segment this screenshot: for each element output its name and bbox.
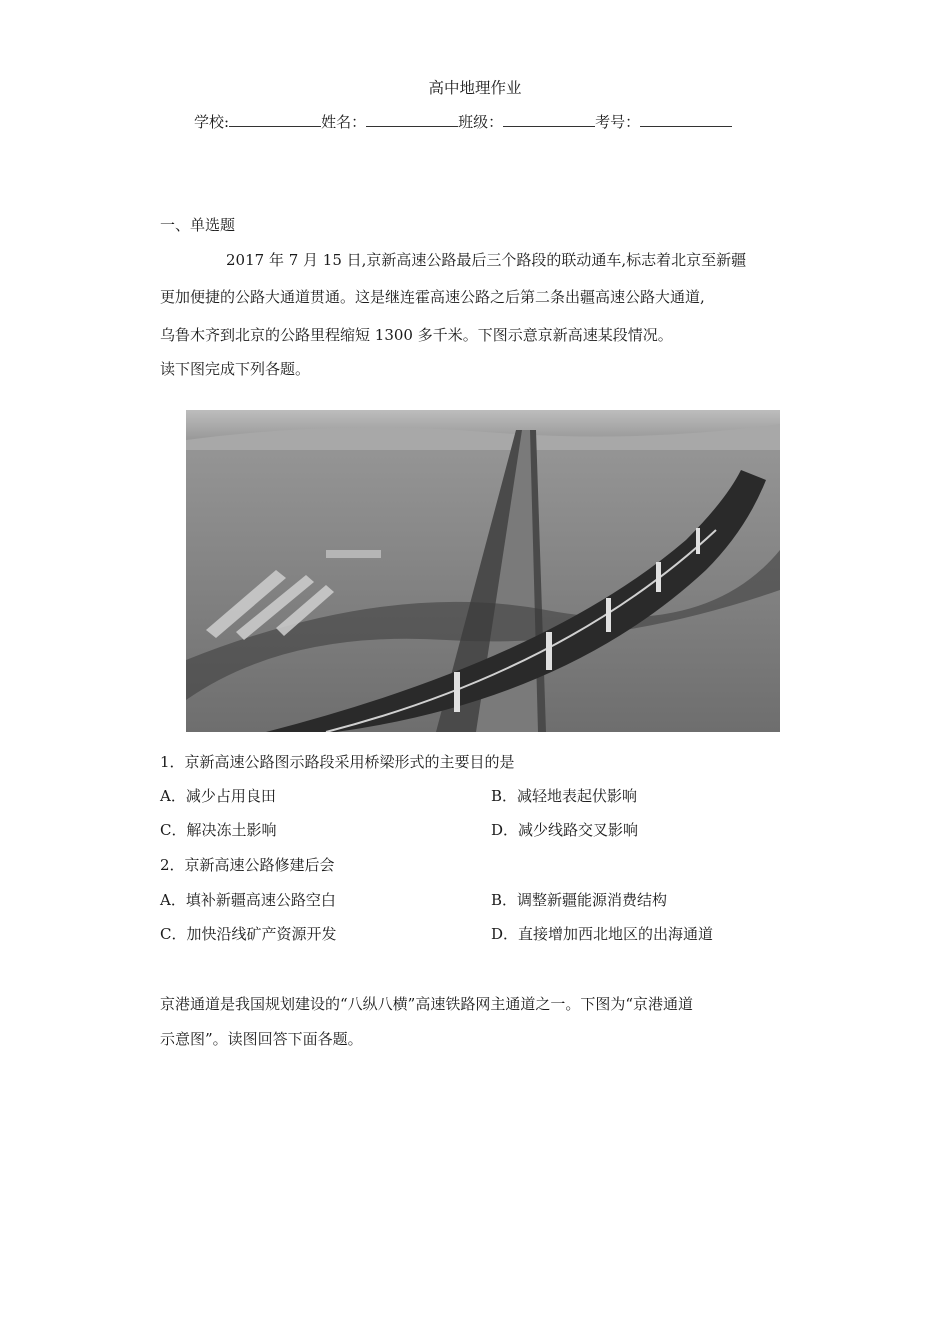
class-blank[interactable] [503, 110, 595, 127]
passage2-line1: 京港通道是我国规划建设的“八纵八横”高速铁路网主通道之一。下图为“京港通道 [160, 995, 694, 1013]
passage1-line1: 2017 年 7 月 15 日,京新高速公路最后三个路段的联动通车,标志着北京至新疆 [226, 251, 747, 269]
passage1-line3: 乌鲁木齐到北京的公路里程缩短 1300 多千米。下图示意京新高速某段情况。 [160, 326, 673, 344]
q2-option-a[interactable]: A．填补新疆高速公路空白 [160, 891, 336, 909]
school-label: 学校: [194, 113, 230, 131]
school-blank[interactable] [229, 110, 321, 127]
page-title: 高中地理作业 [428, 79, 522, 97]
q1-option-d[interactable]: D．减少线路交叉影响 [491, 821, 639, 839]
q1-option-c[interactable]: C．解决冻土影响 [160, 821, 277, 839]
q2-option-d[interactable]: D．直接增加西北地区的出海通道 [491, 925, 714, 943]
id-label: 考号： [595, 113, 641, 131]
q1-option-a[interactable]: A．减少占用良田 [160, 787, 276, 805]
passage2-line2: 示意图”。读图回答下面各题。 [160, 1030, 363, 1048]
id-blank[interactable] [640, 110, 732, 127]
name-blank[interactable] [366, 110, 458, 127]
q1-option-b[interactable]: B．减轻地表起伏影响 [491, 787, 638, 805]
passage1-line4: 读下图完成下列各题。 [160, 360, 311, 378]
highway-bridge-photo [186, 410, 780, 732]
passage1-line2: 更加便捷的公路大通道贯通。这是继连霍高速公路之后第二条出疆高速公路大通道, [160, 288, 705, 306]
q1-stem: 1．京新高速公路图示路段采用桥梁形式的主要目的是 [160, 753, 515, 771]
name-label: 姓名： [321, 113, 367, 131]
student-info-line [194, 110, 732, 132]
q2-stem: 2．京新高速公路修建后会 [160, 856, 335, 874]
q2-option-b[interactable]: B．调整新疆能源消费结构 [491, 891, 668, 909]
class-label: 班级： [458, 113, 504, 131]
q2-option-c[interactable]: C．加快沿线矿产资源开发 [160, 925, 337, 943]
section-heading: 一、单选题 [160, 216, 236, 234]
